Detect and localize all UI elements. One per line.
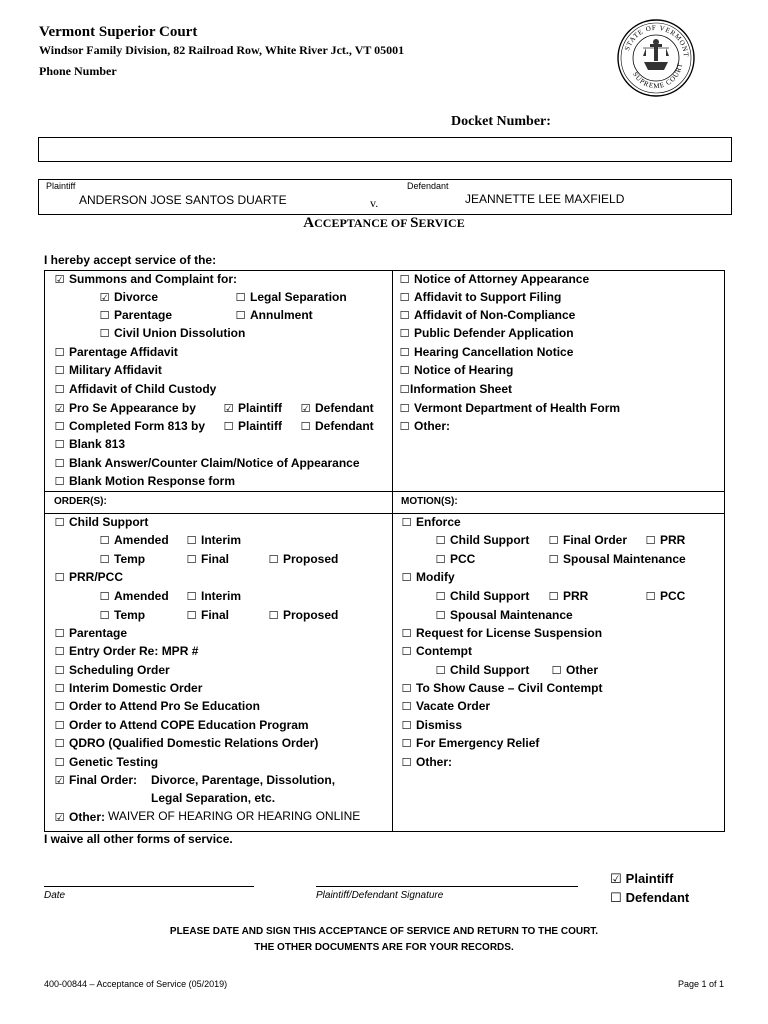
checkbox-prr-proposed[interactable]: ☐ Proposed [268, 608, 339, 622]
checkbox-final-order[interactable]: ☑ Final Order: [54, 773, 138, 787]
final-order-description-2: Legal Separation, etc. [151, 791, 276, 805]
svg-text:STATE OF VERMONT: STATE OF VERMONT [623, 23, 691, 58]
checkbox-prr-final[interactable]: ☐ Final [186, 608, 230, 622]
checkbox-license-suspension[interactable]: ☐ Request for License Suspension [401, 626, 603, 640]
checkbox-summons[interactable]: ☑ Summons and Complaint for: [54, 272, 237, 286]
date-line[interactable] [44, 886, 254, 887]
heading-divider [44, 513, 724, 514]
checkbox-order-other[interactable]: ☑ Other: [54, 810, 105, 824]
checkbox-contempt[interactable]: ☐ Contempt [401, 644, 472, 658]
checkbox-contempt-other[interactable]: ☐ Other [551, 663, 599, 677]
checkbox-cs-amended[interactable]: ☐ Amended [99, 533, 169, 547]
checkbox-modify-child-support[interactable]: ☐ Child Support [435, 589, 530, 603]
docket-number-field[interactable] [38, 137, 732, 162]
court-name: Vermont Superior Court [39, 24, 198, 40]
checkbox-civil-union[interactable]: ☐ Civil Union Dissolution [99, 326, 246, 340]
checkbox-entry-order[interactable]: ☐ Entry Order Re: MPR # [54, 644, 199, 658]
checkbox-other-top[interactable]: ☐ Other: [399, 419, 450, 433]
checkbox-show-cause[interactable]: ☐ To Show Cause – Civil Contempt [401, 681, 603, 695]
defendant-name[interactable]: JEANNETTE LEE MAXFIELD [465, 192, 625, 206]
checkbox-pro-se-plaintiff[interactable]: ☑ Plaintiff [223, 401, 282, 415]
checkbox-cope[interactable]: ☐ Order to Attend COPE Education Program [54, 718, 309, 732]
checkbox-parentage-affidavit[interactable]: ☐ Parentage Affidavit [54, 345, 178, 359]
docket-number-label: Docket Number: [451, 114, 551, 129]
date-caption: Date [44, 890, 66, 901]
motions-heading: MOTION(S): [401, 496, 458, 507]
orders-heading: ORDER(S): [54, 496, 107, 507]
checkbox-pro-se[interactable]: ☑ Pro Se Appearance by [54, 401, 196, 415]
checkbox-blank-answer[interactable]: ☐ Blank Answer/Counter Claim/Notice of Appearance [54, 456, 360, 470]
checkbox-prr-temp[interactable]: ☐ Temp [99, 608, 146, 622]
court-phone: Phone Number [39, 64, 117, 78]
plaintiff-name[interactable]: ANDERSON JOSE SANTOS DUARTE [79, 193, 287, 207]
checkbox-modify[interactable]: ☐ Modify [401, 570, 455, 584]
signature-line[interactable] [316, 886, 578, 887]
checkbox-enforce-pcc[interactable]: ☐ PCC [435, 552, 476, 566]
checkbox-enforce-final-order[interactable]: ☐ Final Order [548, 533, 628, 547]
checkbox-enforce[interactable]: ☐ Enforce [401, 515, 461, 529]
checkbox-813-plaintiff[interactable]: ☐ Plaintiff [223, 419, 282, 433]
return-notice-line-2: THE OTHER DOCUMENTS ARE FOR YOUR RECORDS. [254, 942, 514, 953]
checkbox-blank-813[interactable]: ☐ Blank 813 [54, 437, 126, 451]
checkbox-child-custody[interactable]: ☐ Affidavit of Child Custody [54, 382, 217, 396]
checkbox-cs-proposed[interactable]: ☐ Proposed [268, 552, 339, 566]
checkbox-cs-temp[interactable]: ☐ Temp [99, 552, 146, 566]
return-notice-line-1: PLEASE DATE AND SIGN THIS ACCEPTANCE OF SERVICE AND RETURN TO THE COURT. [169, 926, 599, 937]
checkbox-emergency-relief[interactable]: ☐ For Emergency Relief [401, 736, 540, 750]
checkbox-scheduling-order[interactable]: ☐ Scheduling Order [54, 663, 170, 677]
intro-text: I hereby accept service of the: [44, 253, 217, 267]
svg-text:SUPREME COURT: SUPREME COURT [631, 62, 685, 91]
checkbox-dismiss[interactable]: ☐ Dismiss [401, 718, 463, 732]
checkbox-prr-amended[interactable]: ☐ Amended [99, 589, 169, 603]
checkbox-order-parentage[interactable]: ☐ Parentage [54, 626, 128, 640]
checkbox-non-compliance[interactable]: ☐ Affidavit of Non-Compliance [399, 308, 576, 322]
checkbox-enforce-child-support[interactable]: ☐ Child Support [435, 533, 530, 547]
checkbox-pro-se-defendant[interactable]: ☑ Defendant [300, 401, 374, 415]
checkbox-form-813[interactable]: ☐ Completed Form 813 by [54, 419, 206, 433]
checkbox-annulment[interactable]: ☐ Annulment [235, 308, 313, 322]
form-id: 400-00844 – Acceptance of Service (05/2019) [44, 979, 228, 989]
court-address: Windsor Family Division, 82 Railroad Row, White River Jct., VT 05001 [39, 43, 405, 57]
checkbox-affidavit-support[interactable]: ☐ Affidavit to Support Filing [399, 290, 562, 304]
checkbox-813-defendant[interactable]: ☐ Defendant [300, 419, 374, 433]
checkbox-modify-pcc[interactable]: ☐ PCC [645, 589, 686, 603]
checkbox-public-defender[interactable]: ☐ Public Defender Application [399, 326, 574, 340]
checkbox-parentage[interactable]: ☐ Parentage [99, 308, 173, 322]
checkbox-modify-spousal[interactable]: ☐ Spousal Maintenance [435, 608, 573, 622]
checkbox-modify-prr[interactable]: ☐ PRR [548, 589, 589, 603]
checkbox-qdro[interactable]: ☐ QDRO (Qualified Domestic Relations Order) [54, 736, 319, 750]
checkbox-notice-hearing[interactable]: ☐ Notice of Hearing [399, 363, 514, 377]
checkbox-information-sheet[interactable]: ☐Information Sheet [399, 382, 513, 396]
checkbox-vacate-order[interactable]: ☐ Vacate Order [401, 699, 491, 713]
checkbox-attorney-appearance[interactable]: ☐ Notice of Attorney Appearance [399, 272, 590, 286]
checkbox-genetic-testing[interactable]: ☐ Genetic Testing [54, 755, 159, 769]
defendant-label: Defendant [407, 181, 449, 191]
checkbox-hearing-cancellation[interactable]: ☐ Hearing Cancellation Notice [399, 345, 574, 359]
checkbox-divorce[interactable]: ☑ Divorce [99, 290, 159, 304]
checkbox-legal-separation[interactable]: ☐ Legal Separation [235, 290, 347, 304]
checkbox-military-affidavit[interactable]: ☐ Military Affidavit [54, 363, 162, 377]
page-number: Page 1 of 1 [677, 979, 724, 989]
checkbox-prr-interim[interactable]: ☐ Interim [186, 589, 242, 603]
checkbox-health-form[interactable]: ☐ Vermont Department of Health Form [399, 401, 621, 415]
vermont-supreme-court-seal [616, 18, 696, 98]
checkbox-cs-interim[interactable]: ☐ Interim [186, 533, 242, 547]
order-other-value[interactable]: WAIVER OF HEARING OR HEARING ONLINE [108, 809, 361, 823]
checkbox-enforce-spousal[interactable]: ☐ Spousal Maintenance [548, 552, 686, 566]
checkbox-contempt-child-support[interactable]: ☐ Child Support [435, 663, 530, 677]
checkbox-motion-other[interactable]: ☐ Other: [401, 755, 452, 769]
checkbox-cs-final[interactable]: ☐ Final [186, 552, 230, 566]
parties-box [38, 179, 732, 215]
plaintiff-label: Plaintiff [46, 181, 76, 191]
checkbox-blank-motion[interactable]: ☐ Blank Motion Response form [54, 474, 236, 488]
checkbox-pro-se-education[interactable]: ☐ Order to Attend Pro Se Education [54, 699, 260, 713]
checkbox-order-child-support[interactable]: ☐ Child Support [54, 515, 149, 529]
page-title: ACCEPTANCE OF SERVICE [303, 215, 465, 231]
versus-label: v. [370, 196, 379, 210]
row-divider [44, 491, 724, 492]
column-divider [392, 270, 393, 831]
final-order-description: Divorce, Parentage, Dissolution, [151, 773, 336, 787]
waive-statement: I waive all other forms of service. [44, 832, 233, 846]
checkbox-enforce-prr[interactable]: ☐ PRR [645, 533, 686, 547]
checkbox-sign-defendant[interactable]: ☐ Defendant [610, 890, 690, 906]
checkbox-interim-domestic[interactable]: ☐ Interim Domestic Order [54, 681, 203, 695]
checkbox-prr-pcc[interactable]: ☐ PRR/PCC [54, 570, 124, 584]
checkbox-sign-plaintiff[interactable]: ☑ Plaintiff [610, 871, 674, 887]
signature-caption: Plaintiff/Defendant Signature [316, 890, 444, 901]
